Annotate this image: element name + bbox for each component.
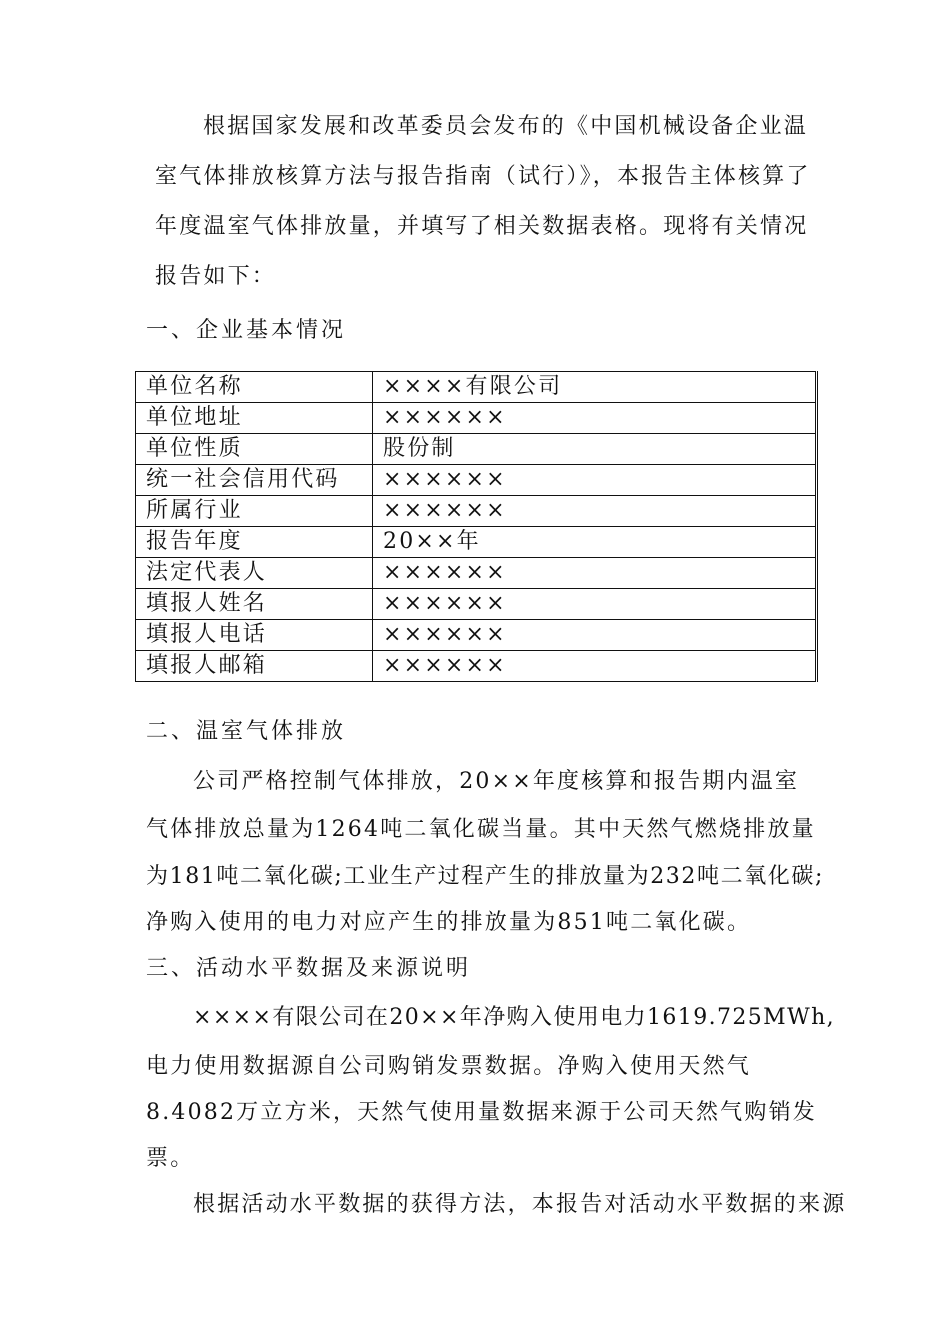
section2-line-3: 为181吨二氧化碳;工业生产过程产生的排放量为232吨二氧化碳; bbox=[146, 864, 825, 889]
section3-line-2: 电力使用数据源自公司购销发票数据。净购入使用天然气 bbox=[146, 1054, 752, 1079]
intro-line-3: 年度温室气体排放量，并填写了相关数据表格。现将有关情况 bbox=[155, 214, 809, 239]
intro-line-1: 根据国家发展和改革委员会发布的《中国机械设备企业温 bbox=[203, 114, 809, 139]
intro-line-2: 室气体排放核算方法与报告指南（试行）》，本报告主体核算了 bbox=[155, 164, 811, 189]
row-label: 统一社会信用代码 bbox=[136, 465, 373, 496]
row-label: 填报人姓名 bbox=[136, 589, 373, 620]
section3-line-1: ××××有限公司在20××年净购入使用电力1619.725MWh, bbox=[193, 1005, 836, 1030]
section2-heading: 二、温室气体排放 bbox=[146, 719, 347, 744]
row-value: ×××××× bbox=[373, 558, 817, 589]
table-row bbox=[136, 651, 817, 682]
row-label: 单位名称 bbox=[136, 372, 373, 403]
table-row bbox=[136, 372, 817, 403]
table-row bbox=[136, 465, 817, 496]
company-info-table bbox=[135, 371, 818, 682]
table-row bbox=[136, 589, 817, 620]
row-value: ×××××× bbox=[373, 589, 817, 620]
row-value: 20××年 bbox=[373, 527, 817, 558]
row-value: ×××××× bbox=[373, 651, 817, 682]
table-row bbox=[136, 434, 817, 465]
table-row bbox=[136, 527, 817, 558]
intro-line-4: 报告如下： bbox=[155, 264, 277, 289]
row-label: 单位性质 bbox=[136, 434, 373, 465]
section3-heading: 三、活动水平数据及来源说明 bbox=[146, 956, 472, 981]
section2-line-4: 净购入使用的电力对应产生的排放量为851吨二氧化碳。 bbox=[146, 910, 752, 935]
row-value: ××××有限公司 bbox=[373, 372, 817, 403]
row-label: 报告年度 bbox=[136, 527, 373, 558]
section3-line-4: 票。 bbox=[146, 1146, 195, 1171]
table-row bbox=[136, 496, 817, 527]
row-value: ×××××× bbox=[373, 620, 817, 651]
row-value: 股份制 bbox=[373, 434, 817, 465]
table-row bbox=[136, 558, 817, 589]
section1-heading: 一、企业基本情况 bbox=[146, 318, 347, 343]
row-label: 填报人邮箱 bbox=[136, 651, 373, 682]
row-label: 单位地址 bbox=[136, 403, 373, 434]
section2-line-2: 气体排放总量为1264吨二氧化碳当量。其中天然气燃烧排放量 bbox=[146, 817, 816, 842]
row-value: ×××××× bbox=[373, 403, 817, 434]
row-label: 填报人电话 bbox=[136, 620, 373, 651]
table-row bbox=[136, 403, 817, 434]
row-value: ×××××× bbox=[373, 496, 817, 527]
row-label: 所属行业 bbox=[136, 496, 373, 527]
section3-line-3: 8.4082万立方米，天然气使用量数据来源于公司天然气购销发 bbox=[146, 1100, 817, 1125]
row-value: ×××××× bbox=[373, 465, 817, 496]
section3-line-5: 根据活动水平数据的获得方法，本报告对活动水平数据的来源 bbox=[193, 1192, 847, 1217]
table-row bbox=[136, 620, 817, 651]
row-label: 法定代表人 bbox=[136, 558, 373, 589]
section2-line-1: 公司严格控制气体排放，20××年度核算和报告期内温室 bbox=[193, 769, 800, 794]
